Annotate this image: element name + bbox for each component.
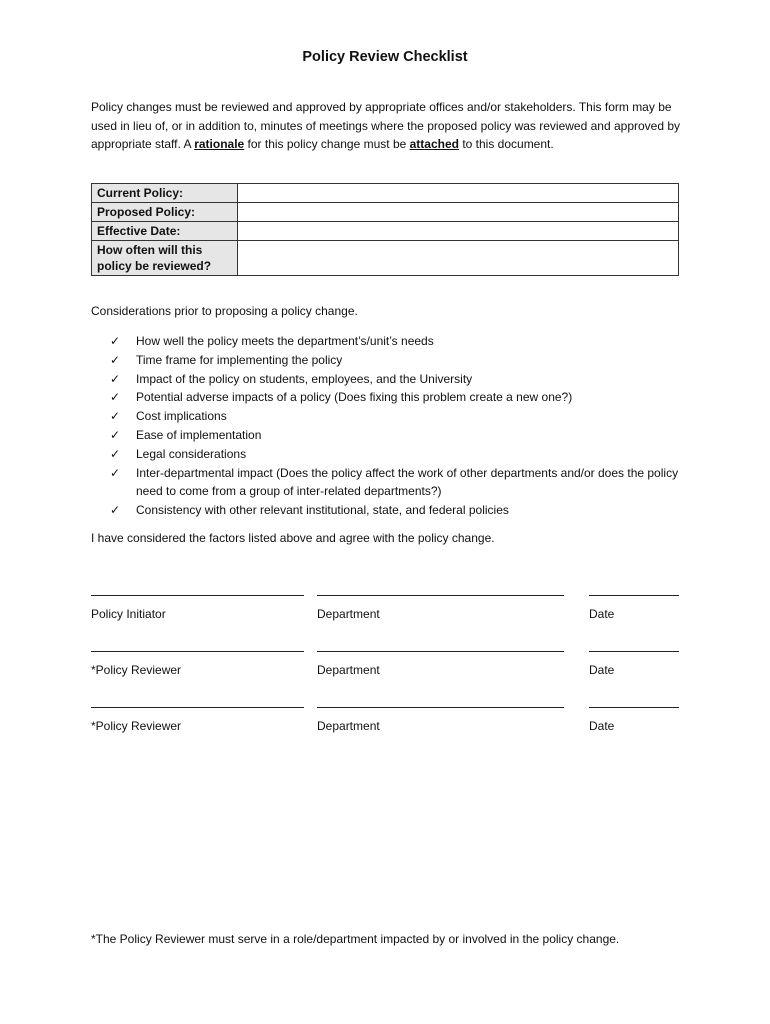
initiator-department-label: Department [317, 607, 380, 621]
reviewer-1-department-label: Department [317, 663, 380, 677]
list-item [110, 501, 680, 520]
list-item [110, 407, 680, 426]
reviewer-1-department-line[interactable] [317, 651, 564, 652]
effective-date-field[interactable] [238, 222, 679, 241]
list-item-text: How well the policy meets the department’s/unit’s needs [136, 334, 434, 348]
table-row [92, 184, 679, 203]
page-title: Policy Review Checklist [302, 49, 468, 65]
agreement-statement: I have considered the factors listed above and agree with the policy change. [91, 531, 495, 545]
proposed-policy-field[interactable] [238, 203, 679, 222]
effective-date-label: Effective Date: [92, 222, 238, 241]
list-item [110, 332, 680, 351]
reviewer-2-date-line[interactable] [589, 707, 679, 708]
reviewer-2-department-label: Department [317, 719, 380, 733]
checkmark-icon: ✓ [110, 390, 121, 405]
table-row [92, 203, 679, 222]
initiator-department-line[interactable] [317, 595, 564, 596]
initiator-signature-line[interactable] [91, 595, 304, 596]
checkmark-icon: ✓ [110, 334, 121, 348]
checkmark-icon: ✓ [110, 465, 121, 480]
intro-text-3: to this document. [458, 137, 554, 151]
checkmark-icon: ✓ [110, 503, 121, 518]
table-row [92, 241, 679, 276]
list-item-text: Legal considerations [136, 446, 247, 461]
review-frequency-label: How often will this policy be reviewed? [92, 241, 238, 276]
rationale-word: rationale [194, 137, 245, 151]
reviewer-1-date-label: Date [589, 663, 615, 677]
proposed-policy-label: Proposed Policy: [92, 203, 238, 222]
intro-text-2: for this policy change must be [244, 137, 410, 151]
review-frequency-field[interactable] [238, 241, 679, 276]
reviewer-1-date-line[interactable] [589, 651, 679, 652]
list-item [110, 445, 680, 464]
considerations-heading: Considerations prior to proposing a policy change. [91, 304, 358, 318]
reviewer-2-signature-line[interactable] [91, 707, 304, 708]
list-item-text: Cost implications [136, 409, 227, 424]
list-item [110, 388, 680, 407]
current-policy-label: Current Policy: [92, 184, 238, 203]
reviewer-1-signature-line[interactable] [91, 651, 304, 652]
initiator-role-label: Policy Initiator [91, 607, 166, 621]
signature-row-reviewer-2 [0, 707, 770, 747]
checkmark-icon: ✓ [110, 409, 121, 424]
reviewer-2-date-label: Date [589, 719, 615, 733]
list-item-text: Consistency with other relevant institutional, state, and federal policies [136, 503, 509, 518]
checkmark-icon: ✓ [110, 371, 121, 386]
signature-row-initiator [0, 595, 770, 635]
list-item [110, 370, 680, 389]
list-item [110, 426, 680, 445]
checkmark-icon: ✓ [110, 352, 121, 367]
list-item-text: Potential adverse impacts of a policy (Does fixing this problem create a new one?) [136, 390, 573, 405]
intro-paragraph [91, 98, 681, 154]
list-item-text: Impact of the policy on students, employees, and the University [136, 371, 473, 386]
list-item [110, 464, 680, 502]
checkmark-icon: ✓ [110, 446, 121, 461]
list-item [110, 351, 680, 370]
policy-info-table [91, 183, 679, 276]
footnote: *The Policy Reviewer must serve in a role/department impacted by or involved in the policy change. [91, 932, 620, 946]
reviewer-2-department-line[interactable] [317, 707, 564, 708]
initiator-date-label: Date [589, 607, 615, 621]
considerations-checklist [110, 332, 680, 520]
reviewer-2-role-label: *Policy Reviewer [91, 719, 182, 733]
list-item-text: Inter-departmental impact (Does the policy affect the work of other departments and/or does the policy need to come from a group of inter-related departments?) [136, 465, 679, 499]
signature-row-reviewer-1 [0, 651, 770, 691]
initiator-date-line[interactable] [589, 595, 679, 596]
current-policy-field[interactable] [238, 184, 679, 203]
reviewer-1-role-label: *Policy Reviewer [91, 663, 182, 677]
table-row [92, 222, 679, 241]
attached-word: attached [409, 137, 459, 151]
list-item-text: Time frame for implementing the policy [136, 352, 343, 367]
checkmark-icon: ✓ [110, 427, 121, 442]
intro-text-1: Policy changes must be reviewed and approved by appropriate offices and/or stakeholders. This form may be used in lieu of, or in addition to, minutes of meetings where the proposed policy was reviewed and approved by appropriate staff. A [91, 100, 681, 151]
list-item-text: Ease of implementation [136, 427, 262, 442]
